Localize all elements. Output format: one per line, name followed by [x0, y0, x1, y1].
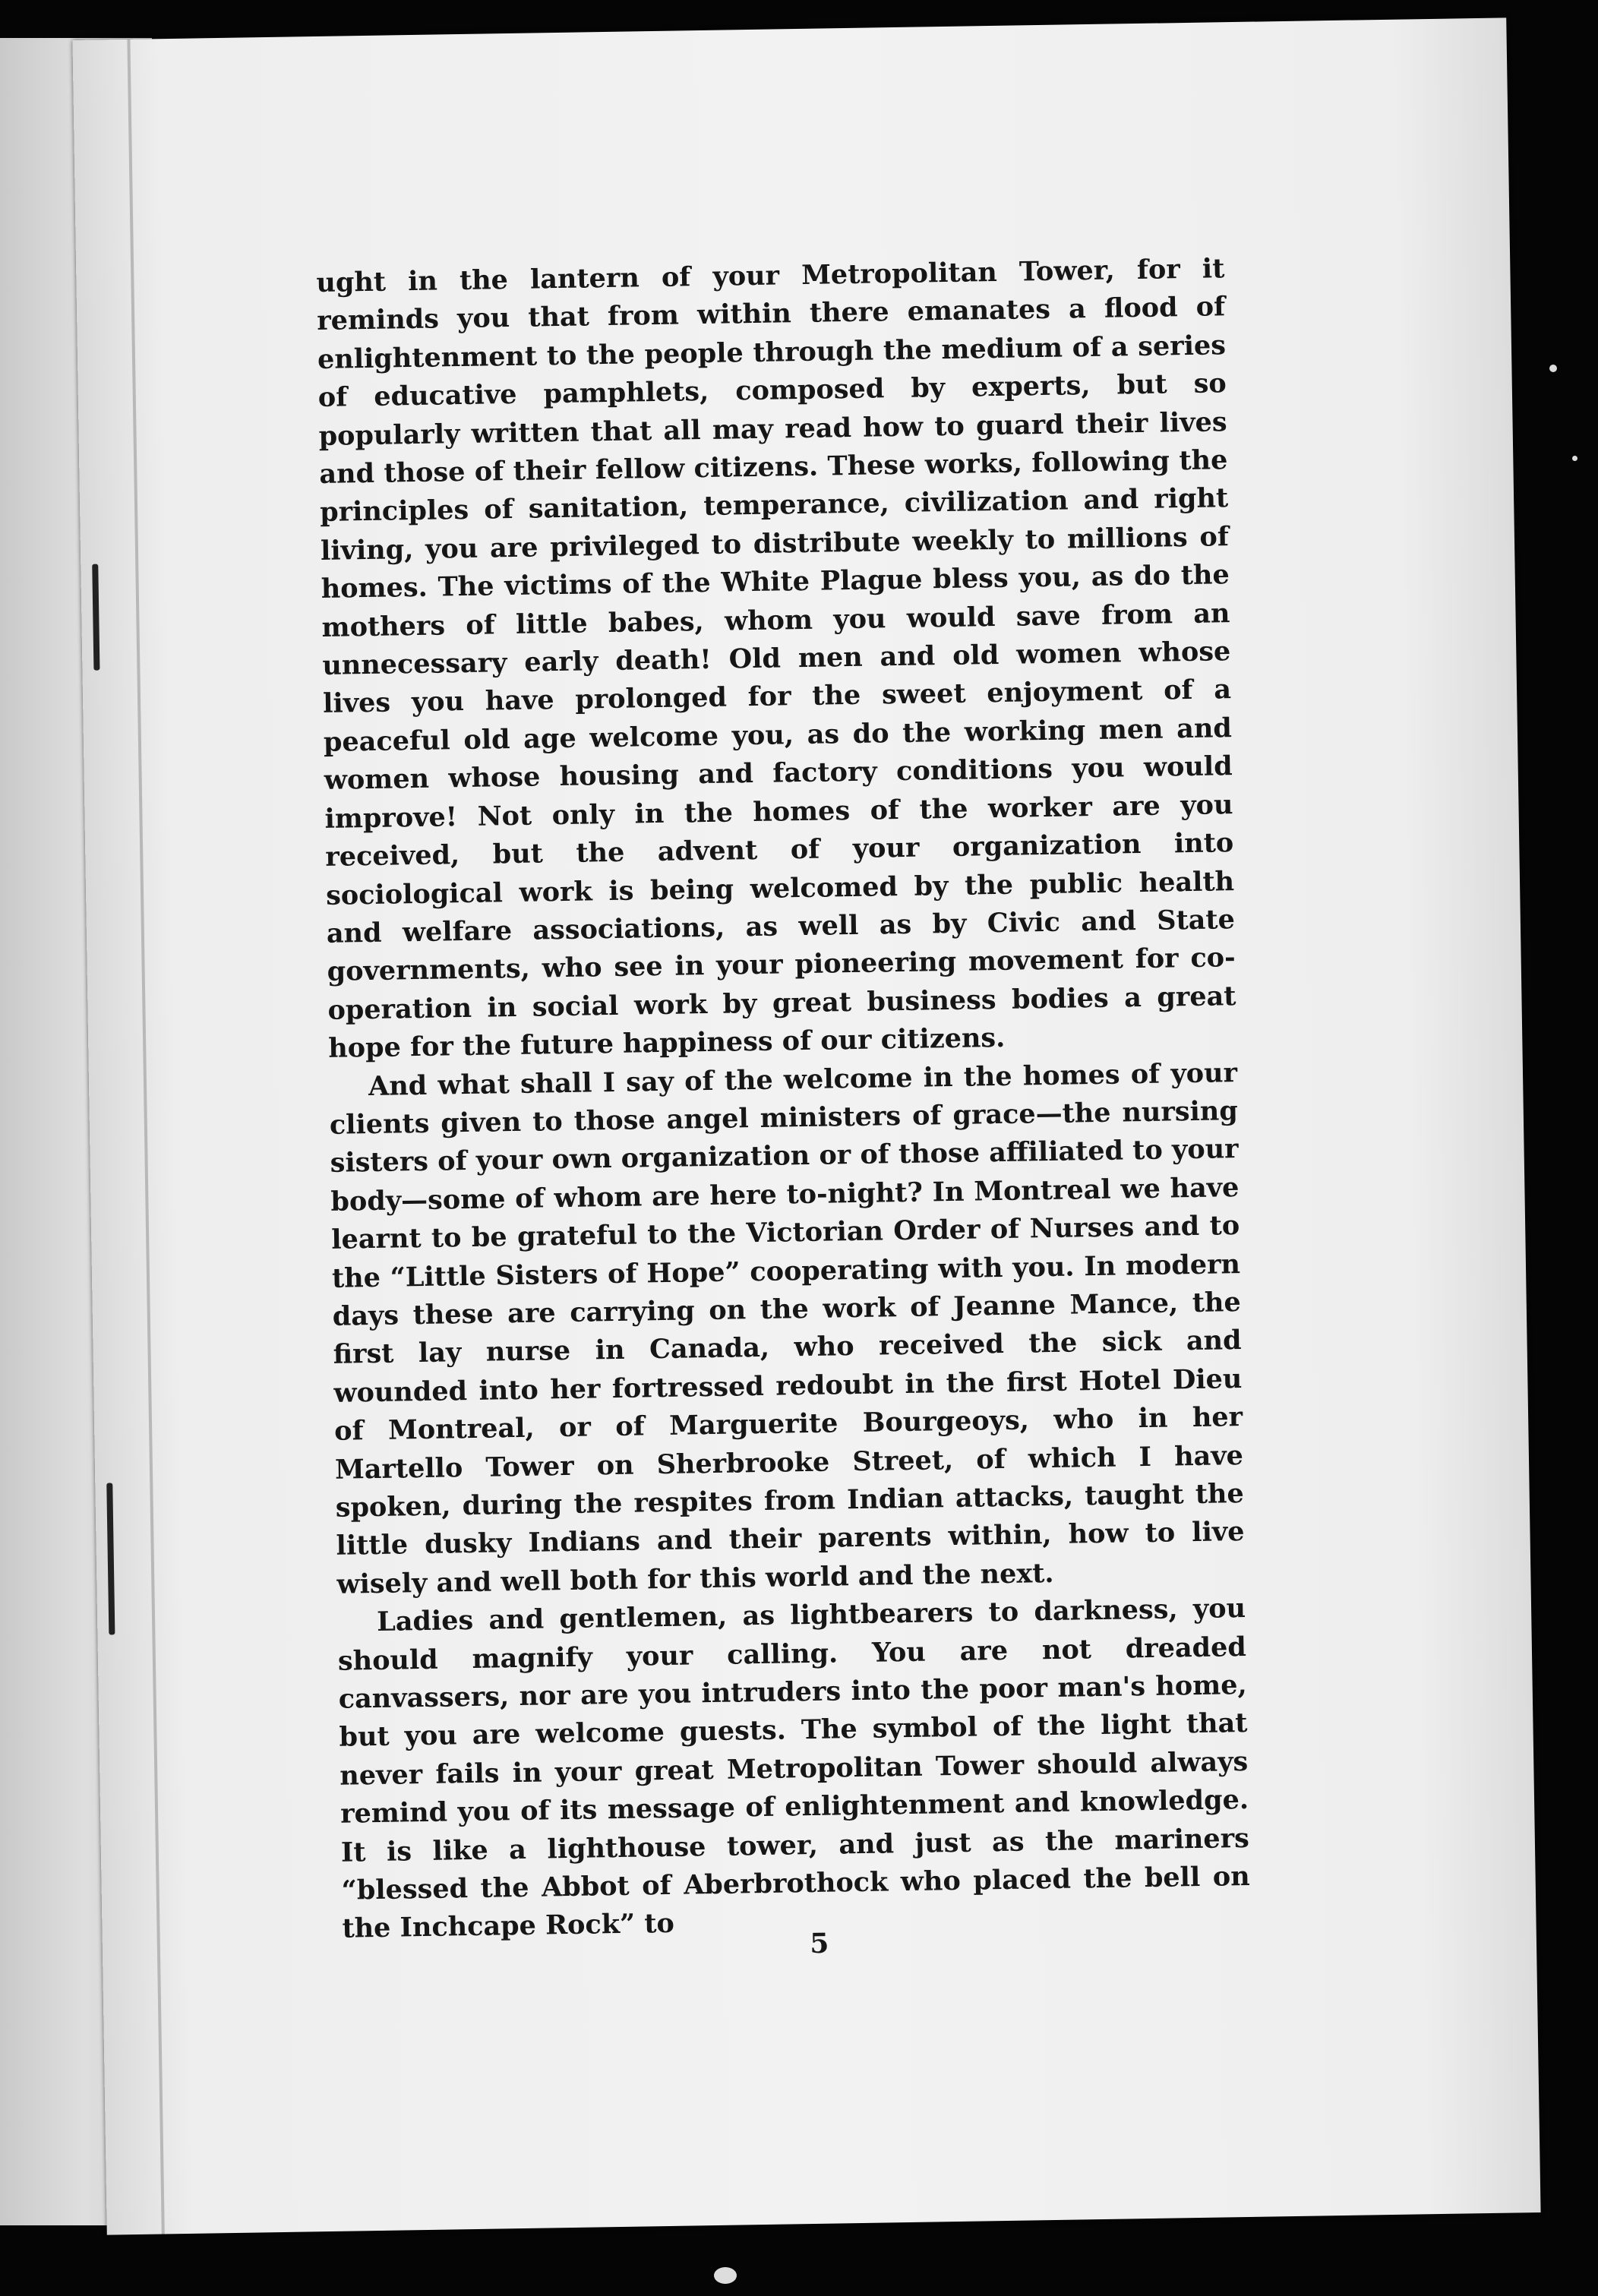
binding-stitch	[106, 1483, 115, 1634]
paragraph-1: ught in the lantern of your Metropolitan Tower, for it reminds you that from within there emanates a flood of enlightenment to the people through the medium of a series of educative pamphlets, composed by experts, but so popularly written that all may read how to guard their lives and those of their fellow citizens. These works, following the principles of sanitation, temperance, civilization and right living, you are privileged to distribute weekly to millions of homes. The victims of the White Plague bless you, as do the mothers of little babes, whom you would save from an unnecessary early death! Old men and old women whose lives you have prolonged for the sweet enjoyment of a peaceful old age welcome you, as do the working men and women whose housing and factory conditions you would improve! Not only in the homes of the worker are you received, but the advent of your organization into sociological work is being welcomed by the public health and welfare associations, as well as by Civic and State governments, who see in your pioneering movement for co-operation in social work by great business bodies a great hope for the future happiness of our citizens.	[316, 253, 1236, 1065]
page-number: 5	[810, 1927, 829, 1960]
page-gutter	[127, 39, 164, 2234]
book-page	[72, 17, 1540, 2234]
dust-speck	[714, 2267, 737, 2284]
body-text	[316, 250, 1251, 1948]
dust-speck	[1549, 365, 1557, 372]
binding-stitch	[92, 564, 99, 671]
paragraph-3: Ladies and gentlemen, as lightbearers to darkness, you should magnify your calling. You are not dreaded canvassers, nor are you intruders into the poor man's home, but you are welcome guests. The symbol of the light that never fails in your great Metropolitan Tower should always remind you of its message of enlightenment and knowledge. It is like a lighthouse tower, and just as the mariners “blessed the Abbot of Aberbrothock who placed the bell on the Inchcape Rock” to	[337, 1593, 1250, 1945]
dust-speck	[1572, 456, 1577, 461]
paragraph-2: And what shall I say of the welcome in the homes of your clients given to those angel ministers of grace—the nursing sisters of your own organization or of those affiliated to your body—some of whom are here to-night? In Montreal we have learnt to be grateful to the Victorian Order of Nurses and to the “Little Sisters of Hope” cooperating with you. In modern days these are carrying on the work of Jeanne Mance, the first lay nurse in Canada, who received the sick and wounded into her fortressed redoubt in the first Hotel Dieu of Montreal, or of Marguerite Bourgeoys, who in her Martello Tower on Sherbrooke Street, of which I have spoken, during the respites from Indian attacks, taught the little dusky Indians and their parents within, how to live wisely and well both for this world and the next.	[329, 1056, 1245, 1600]
